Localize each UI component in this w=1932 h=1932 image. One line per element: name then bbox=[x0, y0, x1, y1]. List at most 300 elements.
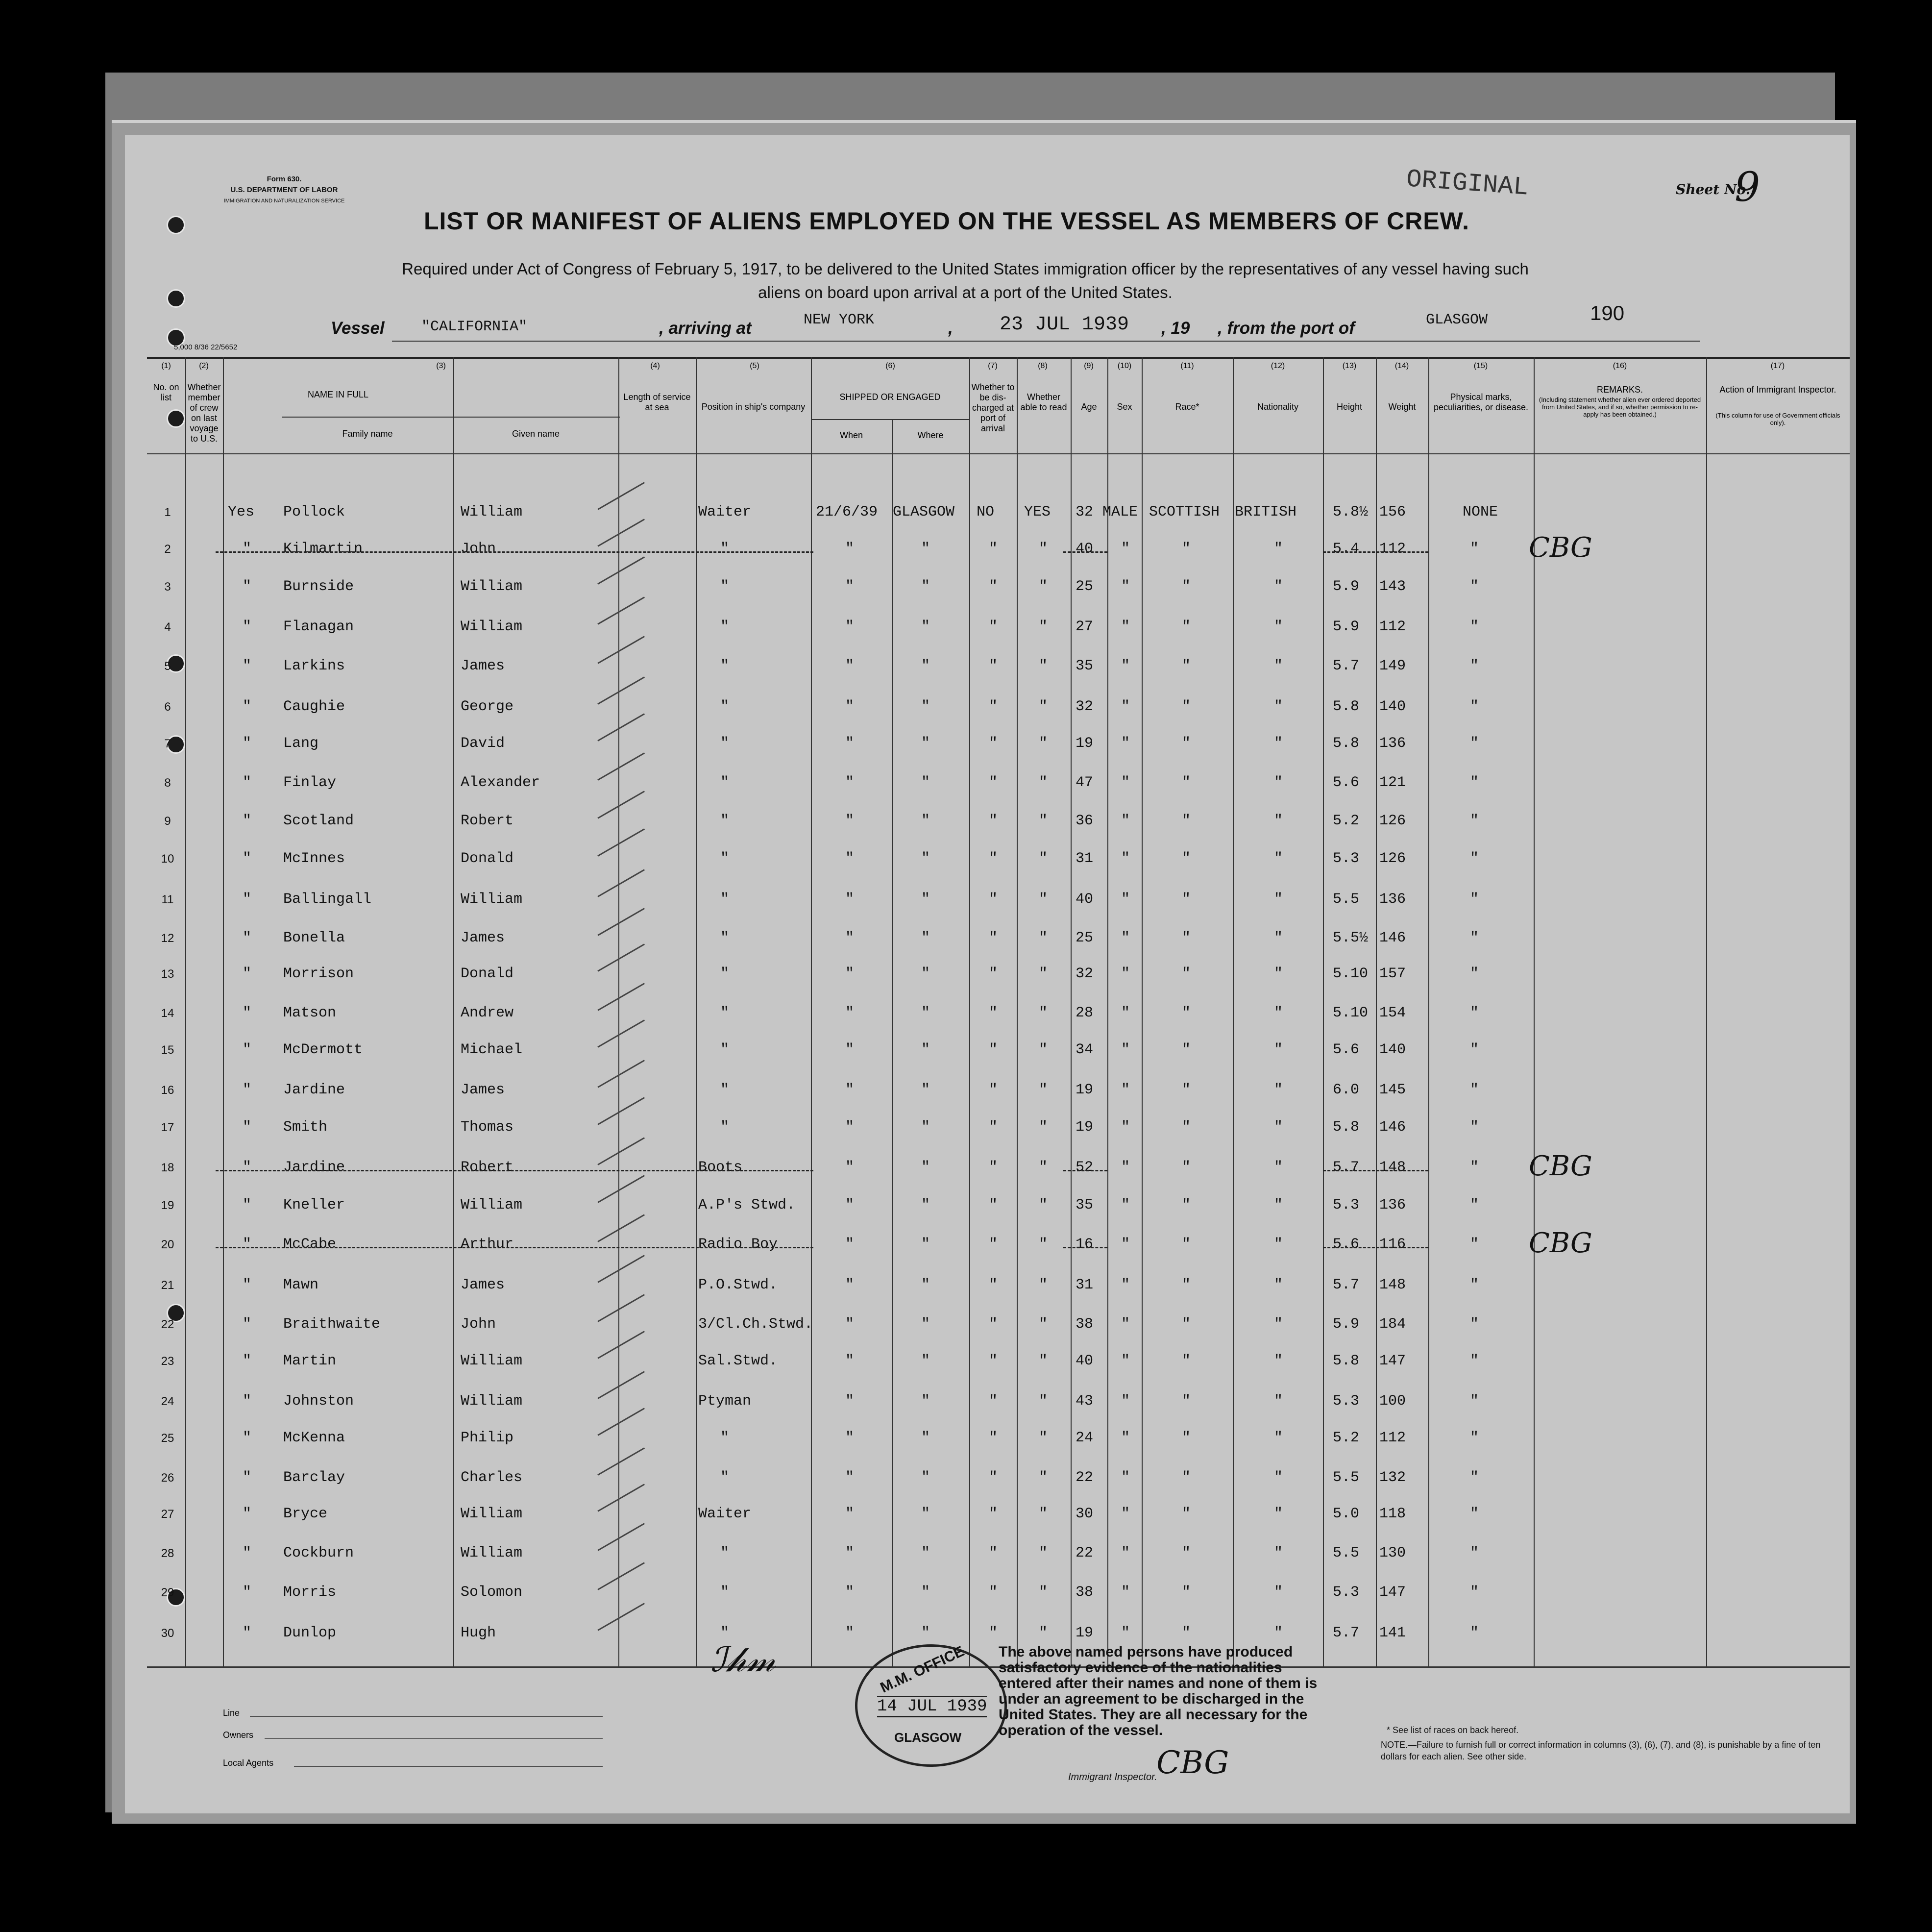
cell-weight: 121 bbox=[1379, 774, 1406, 791]
row-number: 29 bbox=[161, 1586, 174, 1599]
subtitle-line-2: aliens on board upon arrival at a port of the United States. bbox=[758, 283, 1173, 301]
cell-when: " bbox=[845, 1197, 855, 1214]
row-number: 20 bbox=[161, 1238, 174, 1251]
cell-nat: " bbox=[1274, 619, 1283, 635]
cell-given: Andrew bbox=[461, 1005, 514, 1021]
cell-race: " bbox=[1182, 1393, 1191, 1410]
service: IMMIGRATION AND NATURALIZATION SERVICE bbox=[223, 198, 345, 204]
cell-when: " bbox=[845, 813, 855, 829]
cell-weight: 157 bbox=[1379, 966, 1406, 982]
column-header-c16b: (Including statement whether alien ever ordered deported from United States, and if so, whether permission to re-apply has been obtained.) bbox=[1539, 396, 1701, 418]
cell-position: " bbox=[720, 1469, 730, 1486]
cell-family: Jardine bbox=[283, 1082, 345, 1098]
cell-disch: NO bbox=[977, 504, 995, 520]
cell-nat: " bbox=[1274, 1159, 1283, 1176]
row-number: 12 bbox=[161, 932, 174, 945]
cell-marks: " bbox=[1470, 1393, 1479, 1410]
cell-height: 5.8 bbox=[1333, 698, 1360, 715]
column-number: (14) bbox=[1394, 362, 1409, 370]
cell-height: 5.5 bbox=[1333, 1545, 1360, 1561]
cell-family: McKenna bbox=[283, 1430, 345, 1446]
cell-disch: " bbox=[989, 1041, 998, 1058]
row-number: 18 bbox=[161, 1161, 174, 1174]
cell-disch: " bbox=[989, 619, 998, 635]
row-number: 9 bbox=[164, 815, 171, 828]
table-top-border bbox=[147, 357, 1850, 359]
cell-prev: " bbox=[243, 930, 252, 946]
cell-position: " bbox=[720, 619, 730, 635]
cell-marks: " bbox=[1470, 698, 1479, 715]
column-divider bbox=[223, 357, 224, 1666]
cell-race: " bbox=[1182, 1545, 1191, 1561]
stamp-date: 14 JUL 1939 bbox=[877, 1696, 987, 1717]
cell-prev: " bbox=[243, 1082, 252, 1098]
cell-nat: " bbox=[1274, 578, 1283, 595]
vessel-underline bbox=[392, 341, 1700, 342]
strike-line bbox=[1323, 1170, 1428, 1171]
cell-given: James bbox=[461, 1277, 505, 1293]
cell-age: 19 bbox=[1076, 735, 1094, 752]
cell-position: " bbox=[720, 658, 730, 674]
owners-label: Owners bbox=[223, 1730, 254, 1740]
cell-weight: 146 bbox=[1379, 1119, 1406, 1136]
inspector-label: Immigrant Inspector. bbox=[1068, 1772, 1157, 1783]
cell-position: " bbox=[720, 1119, 730, 1136]
cell-position: " bbox=[720, 1625, 730, 1641]
cell-weight: 156 bbox=[1379, 504, 1406, 520]
cell-age: 24 bbox=[1076, 1430, 1094, 1446]
cell-read: " bbox=[1039, 1625, 1048, 1641]
name-split-divider bbox=[453, 417, 454, 453]
cell-position: " bbox=[720, 966, 730, 982]
cell-nat: " bbox=[1274, 966, 1283, 982]
column-number: (12) bbox=[1271, 362, 1285, 370]
cell-height: 5.0 bbox=[1333, 1506, 1360, 1522]
cell-nat: BRITISH bbox=[1235, 504, 1297, 520]
manifest-number: 190 bbox=[1590, 301, 1625, 324]
shipped-split-line bbox=[811, 419, 969, 420]
cell-sex: " bbox=[1121, 619, 1130, 635]
cell-position: Ptyman bbox=[698, 1393, 752, 1410]
cell-weight: 140 bbox=[1379, 698, 1406, 715]
cell-nat: " bbox=[1274, 1469, 1283, 1486]
cell-disch: " bbox=[989, 1393, 998, 1410]
cell-prev: " bbox=[243, 1236, 252, 1253]
header-bottom-border bbox=[147, 453, 1850, 454]
cell-nat: " bbox=[1274, 1236, 1283, 1253]
cell-marks: " bbox=[1470, 1430, 1479, 1446]
cell-marks: " bbox=[1470, 619, 1479, 635]
cell-position: " bbox=[720, 1041, 730, 1058]
cell-age: 32 bbox=[1076, 698, 1094, 715]
master-signature: ℐ𝒽𝓂 bbox=[710, 1639, 776, 1680]
cell-position: " bbox=[720, 578, 730, 595]
strike-line bbox=[1063, 1170, 1107, 1171]
column-header-c10: Sex bbox=[1117, 402, 1132, 412]
row-number: 24 bbox=[161, 1395, 174, 1408]
cell-weight: 149 bbox=[1379, 658, 1406, 674]
column-header-c17b: (This column for use of Government officials only). bbox=[1715, 412, 1840, 426]
inspector-signature: CBG bbox=[1156, 1745, 1229, 1781]
cell-disch: " bbox=[989, 1197, 998, 1214]
cell-where: " bbox=[921, 930, 930, 946]
cell-marks: " bbox=[1470, 1082, 1479, 1098]
cell-marks: " bbox=[1470, 1625, 1479, 1641]
column-divider bbox=[1142, 357, 1143, 1666]
cell-age: 31 bbox=[1076, 1277, 1094, 1293]
cell-height: 5.3 bbox=[1333, 1393, 1360, 1410]
cell-prev: " bbox=[243, 1469, 252, 1486]
cell-sex: " bbox=[1121, 1506, 1130, 1522]
cell-position: P.O.Stwd. bbox=[698, 1277, 778, 1293]
sheet-number: 9 bbox=[1735, 164, 1761, 211]
cell-family: Smith bbox=[283, 1119, 328, 1136]
cell-weight: 100 bbox=[1379, 1393, 1406, 1410]
cell-when: 21/6/39 bbox=[816, 504, 878, 520]
page-title: LIST OR MANIFEST OF ALIENS EMPLOYED ON THE VESSEL AS MEMBERS OF CREW. bbox=[424, 207, 1469, 235]
cell-weight: 140 bbox=[1379, 1041, 1406, 1058]
column-header-c6b: Where bbox=[917, 430, 944, 440]
cell-family: Morrison bbox=[283, 966, 354, 982]
row-number: 4 bbox=[164, 620, 171, 634]
cell-race: " bbox=[1182, 1469, 1191, 1486]
cell-family: Larkins bbox=[283, 658, 345, 674]
strike-line bbox=[216, 551, 813, 553]
row-number: 17 bbox=[161, 1121, 174, 1134]
cell-family: Finlay bbox=[283, 774, 337, 791]
cell-marks: " bbox=[1470, 891, 1479, 908]
cell-age: 40 bbox=[1076, 541, 1094, 557]
cell-where: " bbox=[921, 1393, 930, 1410]
cell-read: " bbox=[1039, 1277, 1048, 1293]
cell-sex: MALE bbox=[1102, 504, 1138, 520]
cell-family: Dunlop bbox=[283, 1625, 337, 1641]
cell-family: Barclay bbox=[283, 1469, 345, 1486]
cell-prev: " bbox=[243, 1316, 252, 1333]
cell-sex: " bbox=[1121, 1353, 1130, 1369]
cell-when: " bbox=[845, 619, 855, 635]
cell-sex: " bbox=[1121, 966, 1130, 982]
cell-height: 5.8 bbox=[1333, 1353, 1360, 1369]
cell-position: 3/Cl.Ch.Stwd. bbox=[698, 1316, 813, 1333]
column-divider bbox=[1706, 357, 1707, 1666]
cell-prev: " bbox=[243, 1159, 252, 1176]
cell-when: " bbox=[845, 850, 855, 867]
row-number: 13 bbox=[161, 967, 174, 981]
cell-marks: " bbox=[1470, 1041, 1479, 1058]
row-number: 23 bbox=[161, 1355, 174, 1368]
cell-race: " bbox=[1182, 578, 1191, 595]
cell-where: " bbox=[921, 1082, 930, 1098]
cell-where: " bbox=[921, 658, 930, 674]
column-divider bbox=[892, 419, 893, 1666]
cell-where: GLASGOW bbox=[893, 504, 955, 520]
cell-disch: " bbox=[989, 578, 998, 595]
cell-age: 40 bbox=[1076, 1353, 1094, 1369]
row-number: 21 bbox=[161, 1279, 174, 1292]
cell-where: " bbox=[921, 966, 930, 982]
column-number: (15) bbox=[1473, 362, 1488, 370]
cell-height: 5.10 bbox=[1333, 966, 1369, 982]
cell-race: " bbox=[1182, 1082, 1191, 1098]
cell-where: " bbox=[921, 1584, 930, 1601]
cell-sex: " bbox=[1121, 735, 1130, 752]
cell-race: " bbox=[1182, 1159, 1191, 1176]
cell-race: " bbox=[1182, 1584, 1191, 1601]
cell-age: 52 bbox=[1076, 1159, 1094, 1176]
cell-age: 47 bbox=[1076, 774, 1094, 791]
cell-weight: 145 bbox=[1379, 1082, 1406, 1098]
cell-weight: 126 bbox=[1379, 850, 1406, 867]
column-number: (17) bbox=[1770, 362, 1785, 370]
strike-line bbox=[216, 1247, 813, 1248]
cell-marks: " bbox=[1470, 850, 1479, 867]
cell-height: 5.5½ bbox=[1333, 930, 1369, 946]
cell-sex: " bbox=[1121, 1545, 1130, 1561]
cell-weight: 112 bbox=[1379, 1430, 1406, 1446]
cell-where: " bbox=[921, 1277, 930, 1293]
cell-race: " bbox=[1182, 850, 1191, 867]
cell-read: " bbox=[1039, 735, 1048, 752]
cell-sex: " bbox=[1121, 1005, 1130, 1021]
owners-field bbox=[265, 1738, 603, 1739]
cell-given: William bbox=[461, 1197, 523, 1214]
cell-nat: " bbox=[1274, 698, 1283, 715]
races-note: * See list of races on back hereof. bbox=[1387, 1725, 1519, 1735]
cell-age: 35 bbox=[1076, 1197, 1094, 1214]
cell-race: " bbox=[1182, 1506, 1191, 1522]
cell-height: 5.3 bbox=[1333, 850, 1360, 867]
cell-nat: " bbox=[1274, 1005, 1283, 1021]
local-agents-label: Local Agents bbox=[223, 1758, 274, 1768]
cell-position: " bbox=[720, 813, 730, 829]
cell-given: Arthur bbox=[461, 1236, 514, 1253]
cell-sex: " bbox=[1121, 1277, 1130, 1293]
cell-where: " bbox=[921, 541, 930, 557]
column-header-c17: Action of Immigrant Inspector. bbox=[1719, 385, 1836, 395]
cell-position: " bbox=[720, 698, 730, 715]
cell-family: McInnes bbox=[283, 850, 345, 867]
row-number: 19 bbox=[161, 1199, 174, 1212]
row-number: 8 bbox=[164, 776, 171, 790]
column-header-c16: REMARKS. bbox=[1596, 385, 1643, 395]
row-number: 14 bbox=[161, 1007, 174, 1020]
cell-where: " bbox=[921, 850, 930, 867]
cell-position: " bbox=[720, 1430, 730, 1446]
column-divider bbox=[1017, 357, 1018, 1666]
cell-height: 5.4 bbox=[1333, 541, 1360, 557]
cell-race: " bbox=[1182, 541, 1191, 557]
cell-position: " bbox=[720, 1005, 730, 1021]
cell-sex: " bbox=[1121, 1393, 1130, 1410]
cell-race: " bbox=[1182, 1430, 1191, 1446]
cell-marks: " bbox=[1470, 1197, 1479, 1214]
cell-weight: 154 bbox=[1379, 1005, 1406, 1021]
cell-given: Donald bbox=[461, 850, 514, 867]
department: U.S. DEPARTMENT OF LABOR bbox=[230, 186, 338, 194]
strike-line bbox=[1063, 551, 1107, 553]
cell-weight: 126 bbox=[1379, 813, 1406, 829]
column-number: (3) bbox=[436, 362, 446, 370]
cell-race: " bbox=[1182, 619, 1191, 635]
cell-race: SCOTTISH bbox=[1149, 504, 1220, 520]
cell-family: Bonella bbox=[283, 930, 345, 946]
strike-line bbox=[216, 1170, 813, 1171]
form-header bbox=[206, 174, 363, 206]
cell-when: " bbox=[845, 578, 855, 595]
cell-nat: " bbox=[1274, 1277, 1283, 1293]
row-number: 6 bbox=[164, 700, 171, 714]
strike-line bbox=[1323, 551, 1428, 553]
cell-height: 5.8½ bbox=[1333, 504, 1369, 520]
cell-disch: " bbox=[989, 891, 998, 908]
cell-height: 5.6 bbox=[1333, 1041, 1360, 1058]
cell-family: Morris bbox=[283, 1584, 337, 1601]
cell-weight: 143 bbox=[1379, 578, 1406, 595]
cell-height: 5.7 bbox=[1333, 658, 1360, 674]
cell-race: " bbox=[1182, 1316, 1191, 1333]
column-number: (13) bbox=[1342, 362, 1357, 370]
cell-where: " bbox=[921, 813, 930, 829]
arriving-label: , arriving at bbox=[659, 319, 752, 338]
cell-position: " bbox=[720, 1584, 730, 1601]
cell-prev: " bbox=[243, 1005, 252, 1021]
cell-race: " bbox=[1182, 698, 1191, 715]
cell-prev: " bbox=[243, 1584, 252, 1601]
cell-position: " bbox=[720, 891, 730, 908]
cell-marks: " bbox=[1470, 1119, 1479, 1136]
cell-where: " bbox=[921, 1506, 930, 1522]
cell-prev: " bbox=[243, 1041, 252, 1058]
cell-marks: " bbox=[1470, 735, 1479, 752]
cell-given: William bbox=[461, 1545, 523, 1561]
row-number: 15 bbox=[161, 1043, 174, 1057]
cell-race: " bbox=[1182, 1119, 1191, 1136]
row-number: 3 bbox=[164, 580, 171, 594]
original-stamp: ORIGINAL bbox=[1405, 165, 1530, 202]
cell-age: 38 bbox=[1076, 1316, 1094, 1333]
cell-read: " bbox=[1039, 1005, 1048, 1021]
cell-age: 36 bbox=[1076, 813, 1094, 829]
row-number: 10 bbox=[161, 852, 174, 866]
form-number: Form 630. bbox=[267, 175, 302, 183]
cell-sex: " bbox=[1121, 1625, 1130, 1641]
column-divider bbox=[1233, 357, 1234, 1666]
cell-read: " bbox=[1039, 966, 1048, 982]
cell-marks: " bbox=[1470, 1159, 1479, 1176]
cell-when: " bbox=[845, 1545, 855, 1561]
cell-weight: 118 bbox=[1379, 1506, 1406, 1522]
cell-where: " bbox=[921, 1469, 930, 1486]
name-split-line bbox=[282, 417, 620, 418]
column-header-c15: Physical marks, peculiarities, or disease. bbox=[1433, 392, 1529, 412]
stamp-top-text: M.M. OFFICE bbox=[878, 1643, 967, 1696]
print-code: 5,000 8/36 22/5652 bbox=[174, 343, 238, 351]
cell-sex: " bbox=[1121, 891, 1130, 908]
cell-disch: " bbox=[989, 930, 998, 946]
cell-nat: " bbox=[1274, 813, 1283, 829]
vessel-name: "CALIFORNIA" bbox=[421, 319, 528, 335]
cell-given: William bbox=[461, 578, 523, 595]
cell-nat: " bbox=[1274, 1430, 1283, 1446]
column-divider bbox=[1428, 357, 1429, 1666]
cell-weight: 147 bbox=[1379, 1584, 1406, 1601]
cell-read: " bbox=[1039, 1082, 1048, 1098]
vessel-label: Vessel bbox=[331, 319, 385, 338]
cell-read: " bbox=[1039, 1393, 1048, 1410]
cell-disch: " bbox=[989, 1506, 998, 1522]
cell-marks: " bbox=[1470, 1316, 1479, 1333]
cell-height: 6.0 bbox=[1333, 1082, 1360, 1098]
cell-given: Robert bbox=[461, 813, 514, 829]
cell-height: 5.6 bbox=[1333, 774, 1360, 791]
cell-position: " bbox=[720, 850, 730, 867]
cell-where: " bbox=[921, 1430, 930, 1446]
cell-height: 5.8 bbox=[1333, 1119, 1360, 1136]
departure-port: GLASGOW bbox=[1426, 312, 1488, 328]
cell-position: A.P's Stwd. bbox=[698, 1197, 796, 1214]
cell-age: 32 bbox=[1076, 504, 1094, 520]
cell-sex: " bbox=[1121, 578, 1130, 595]
column-number: (4) bbox=[650, 362, 660, 370]
cell-family: Caughie bbox=[283, 698, 345, 715]
cell-age: 19 bbox=[1076, 1119, 1094, 1136]
column-header-c8: Whether able to read bbox=[1020, 392, 1067, 412]
cell-family: Matson bbox=[283, 1005, 337, 1021]
cell-age: 32 bbox=[1076, 966, 1094, 982]
cell-age: 43 bbox=[1076, 1393, 1094, 1410]
cell-sex: " bbox=[1121, 1119, 1130, 1136]
row-number: 5 bbox=[164, 660, 171, 673]
subtitle-line-1: Required under Act of Congress of February 5, 1917, to be delivered to the United States immigration officer by the representatives of any vessel having such bbox=[402, 260, 1529, 278]
cell-family: Pollock bbox=[283, 504, 345, 520]
cell-given: James bbox=[461, 658, 505, 674]
cell-read: " bbox=[1039, 1119, 1048, 1136]
cell-age: 25 bbox=[1076, 578, 1094, 595]
cell-prev: " bbox=[243, 578, 252, 595]
cell-height: 5.3 bbox=[1333, 1584, 1360, 1601]
cell-when: " bbox=[845, 1119, 855, 1136]
cell-height: 5.2 bbox=[1333, 813, 1360, 829]
cell-given: William bbox=[461, 504, 523, 520]
cell-age: 40 bbox=[1076, 891, 1094, 908]
cell-where: " bbox=[921, 1353, 930, 1369]
cell-weight: 184 bbox=[1379, 1316, 1406, 1333]
cell-age: 16 bbox=[1076, 1236, 1094, 1253]
column-header-c6a: When bbox=[839, 430, 863, 440]
column-number: (16) bbox=[1613, 362, 1627, 370]
cell-nat: " bbox=[1274, 1625, 1283, 1641]
mm-office-stamp bbox=[855, 1644, 1007, 1767]
cell-position: " bbox=[720, 774, 730, 791]
cell-disch: " bbox=[989, 698, 998, 715]
cell-sex: " bbox=[1121, 1469, 1130, 1486]
cell-race: " bbox=[1182, 891, 1191, 908]
cell-when: " bbox=[845, 1277, 855, 1293]
cell-disch: " bbox=[989, 658, 998, 674]
cell-given: Hugh bbox=[461, 1625, 496, 1641]
cell-prev: " bbox=[243, 966, 252, 982]
cell-race: " bbox=[1182, 1277, 1191, 1293]
cell-height: 5.5 bbox=[1333, 891, 1360, 908]
remark-initials: CBG bbox=[1529, 1150, 1592, 1182]
agents-field bbox=[294, 1766, 603, 1767]
cell-read: " bbox=[1039, 1506, 1048, 1522]
cell-family: Johnston bbox=[283, 1393, 354, 1410]
cell-when: " bbox=[845, 1041, 855, 1058]
remark-initials: CBG bbox=[1529, 1227, 1592, 1259]
cell-given: John bbox=[461, 1316, 496, 1333]
